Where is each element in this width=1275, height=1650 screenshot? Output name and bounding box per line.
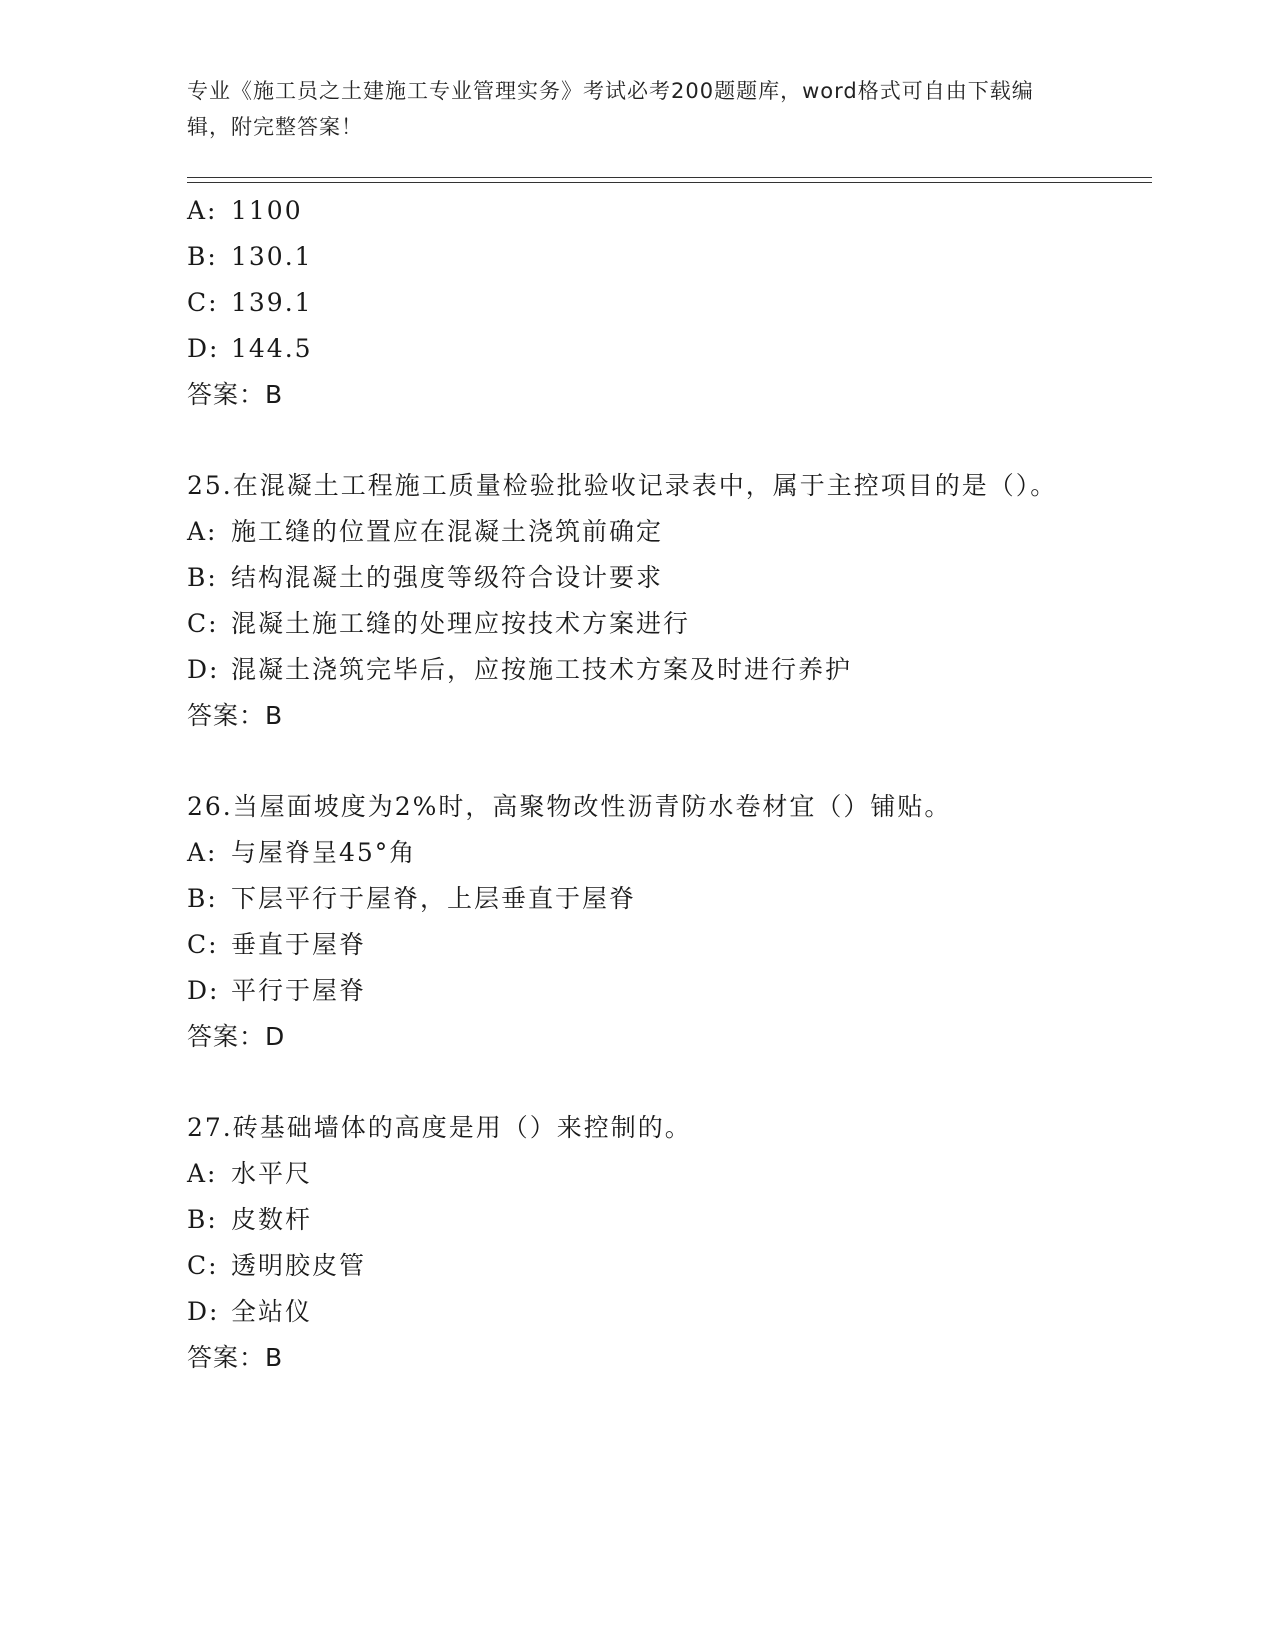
question-stem: 27.砖基础墙体的高度是用（）来控制的。 bbox=[187, 1113, 692, 1142]
option-label: B: bbox=[187, 242, 218, 271]
option-label: A: bbox=[187, 196, 218, 225]
option-label: C: bbox=[187, 1251, 219, 1280]
option-text: 1100 bbox=[231, 196, 303, 225]
option-b bbox=[187, 555, 1107, 601]
option-a bbox=[187, 188, 1107, 234]
option-b bbox=[187, 234, 1107, 280]
option-a bbox=[187, 830, 1107, 876]
option-text: 全站仪 bbox=[231, 1297, 313, 1326]
option-text: 144.5 bbox=[231, 334, 313, 363]
question-list bbox=[187, 188, 1107, 1426]
option-label: B: bbox=[187, 1205, 218, 1234]
document-header: 专业《施工员之土建施工专业管理实务》考试必考200题题库，word格式可自由下载编辑，附完整答案！ bbox=[187, 79, 1034, 139]
header-divider-bottom bbox=[187, 182, 1152, 183]
option-text: 水平尺 bbox=[231, 1159, 313, 1188]
answer-line: 答案：D bbox=[187, 1022, 286, 1051]
option-text: 结构混凝土的强度等级符合设计要求 bbox=[231, 563, 664, 592]
option-text: 平行于屋脊 bbox=[231, 976, 367, 1005]
header-divider-top bbox=[187, 177, 1152, 178]
option-label: B: bbox=[187, 563, 218, 592]
question-stem: 25.在混凝土工程施工质量检验批验收记录表中，属于主控项目的是（）。 bbox=[187, 471, 1058, 500]
option-label: A: bbox=[187, 517, 218, 546]
option-c bbox=[187, 280, 1107, 326]
option-d bbox=[187, 968, 1107, 1014]
option-text: 混凝土浇筑完毕后，应按施工技术方案及时进行养护 bbox=[231, 655, 853, 684]
option-a bbox=[187, 509, 1107, 555]
option-label: A: bbox=[187, 1159, 218, 1188]
option-a bbox=[187, 1151, 1107, 1197]
option-label: D: bbox=[187, 655, 220, 684]
option-text: 垂直于屋脊 bbox=[231, 930, 367, 959]
option-d bbox=[187, 1289, 1107, 1335]
question-25 bbox=[187, 463, 1107, 739]
option-text: 混凝土施工缝的处理应按技术方案进行 bbox=[231, 609, 691, 638]
option-b bbox=[187, 876, 1107, 922]
option-d bbox=[187, 647, 1107, 693]
option-label: D: bbox=[187, 976, 220, 1005]
option-text: 透明胶皮管 bbox=[231, 1251, 367, 1280]
option-label: C: bbox=[187, 288, 219, 317]
question-24 bbox=[187, 188, 1107, 418]
option-label: D: bbox=[187, 1297, 220, 1326]
option-text: 施工缝的位置应在混凝土浇筑前确定 bbox=[231, 517, 664, 546]
option-label: A: bbox=[187, 838, 218, 867]
option-label: C: bbox=[187, 930, 219, 959]
option-text: 下层平行于屋脊，上层垂直于屋脊 bbox=[231, 884, 637, 913]
option-label: B: bbox=[187, 884, 218, 913]
answer-line: 答案：B bbox=[187, 380, 284, 409]
option-c bbox=[187, 1243, 1107, 1289]
option-label: C: bbox=[187, 609, 219, 638]
question-27 bbox=[187, 1105, 1107, 1381]
option-text: 与屋脊呈45°角 bbox=[231, 838, 417, 867]
question-26 bbox=[187, 784, 1107, 1060]
option-label: D: bbox=[187, 334, 220, 363]
option-text: 皮数杆 bbox=[231, 1205, 313, 1234]
option-c bbox=[187, 601, 1107, 647]
option-c bbox=[187, 922, 1107, 968]
option-d bbox=[187, 326, 1107, 372]
option-b bbox=[187, 1197, 1107, 1243]
option-text: 130.1 bbox=[231, 242, 313, 271]
question-stem: 26.当屋面坡度为2%时，高聚物改性沥青防水卷材宜（）铺贴。 bbox=[187, 792, 952, 821]
option-text: 139.1 bbox=[231, 288, 313, 317]
answer-line: 答案：B bbox=[187, 1343, 284, 1372]
answer-line: 答案：B bbox=[187, 701, 284, 730]
